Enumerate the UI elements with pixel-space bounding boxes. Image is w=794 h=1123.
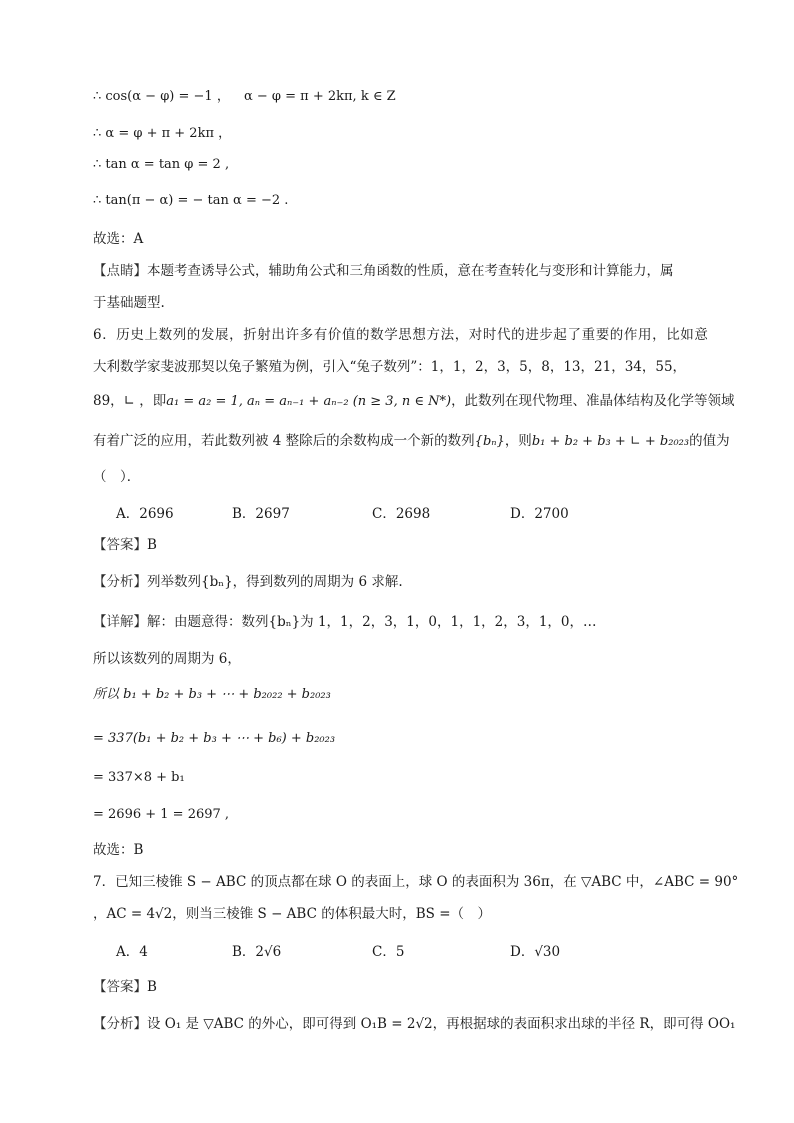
answer-tag: 【答案】: [93, 537, 147, 553]
solution5-step3: ∴ tan α = tan φ = 2 ,: [93, 157, 230, 172]
comment-text: 本题考查诱导公式，辅助角公式和三角函数的性质，意在考查转化与变形和计算能力，属: [147, 263, 674, 279]
q6-line4-prefix: 有着广泛的应用，若此数列被 4 整除后的余数构成一个新的数列: [93, 433, 475, 449]
analysis-text: 列举数列{bₙ}，得到数列的周期为 6 求解.: [147, 574, 403, 590]
solution5-step4: ∴ tan(π − α) = − tan α = −2 .: [93, 193, 289, 208]
q7-stem-line2: ，AC = 4√2，则当三棱锥 S − ABC 的体积最大时，BS =（ ）: [93, 906, 491, 922]
q6-stem-line3: [93, 392, 735, 411]
solution5-step1-equation: ∴ cos(α − φ) = −1 ，: [93, 89, 230, 104]
q6-sum-line3: = 337×8 + b₁: [93, 770, 185, 785]
q6-line3-prefix: 89，∟ ，即: [93, 393, 167, 409]
q6-option-a: A．2696: [116, 506, 174, 522]
q6-analysis: [93, 573, 403, 591]
q7-option-c: C．5: [372, 944, 405, 960]
solution5-comment: [93, 262, 674, 280]
q6-line4-mid: ，则: [504, 433, 532, 449]
q7-analysis: [93, 1015, 735, 1033]
q6-stem-line4: [93, 432, 730, 451]
q6-sum-line2: = 337(b₁ + b₂ + b₃ + ⋯ + b₆) + b₂₀₂₃: [93, 731, 336, 746]
detail-text: 解：由题意得：数列{bₙ}为 1，1，2，3，1，0，1，1，2，3，1，0，…: [147, 614, 597, 630]
answer-value: B: [147, 537, 157, 553]
q7-option-b: B．2√6: [232, 944, 282, 960]
q6-final: 故选：B: [93, 842, 144, 858]
q6-sum-expression: b₁ + b₂ + b₃ + ∟ + b₂₀₂₃: [531, 434, 690, 449]
analysis-text: 设 O₁ 是 ▽ABC 的外心，即可得到 O₁B = 2√2，再根据球的表面积求出球的半径 R，即可得 OO₁: [147, 1016, 736, 1032]
detail-tag: 【详解】: [93, 614, 147, 630]
q6-sequence-b: {bₙ}: [474, 434, 505, 449]
q6-line4-suffix: 的值为: [689, 433, 730, 449]
answer-tag: 【答案】: [93, 979, 147, 995]
q6-line3-suffix: ，此数列在现代物理、准晶体结构及化学等领域: [451, 393, 735, 409]
q7-answer: [93, 978, 157, 996]
analysis-tag: 【分析】: [93, 574, 147, 590]
solution5-step1: [93, 88, 396, 106]
q7-option-a: A．4: [116, 944, 148, 960]
q6-answer: [93, 536, 157, 554]
comment-tag: 【点睛】: [93, 263, 147, 279]
q6-option-d: D．2700: [510, 506, 569, 522]
analysis-tag: 【分析】: [93, 1016, 147, 1032]
q7-option-d: D．√30: [510, 944, 561, 960]
q6-stem-line2: 大利数学家斐波那契以兔子繁殖为例，引入“兔子数列”：1，1，2，3，5，8，13，21，34，55，: [93, 359, 687, 375]
q6-detail: [93, 613, 597, 631]
q6-option-c: C．2698: [372, 506, 431, 522]
q6-recurrence-formula: a₁ = a₂ = 1, aₙ = aₙ₋₁ + aₙ₋₂ (n ≥ 3, n ∈ N*): [166, 394, 452, 409]
solution5-step2: ∴ α = φ + π + 2kπ ，: [93, 126, 232, 141]
solution5-answer: 故选：A: [93, 231, 144, 247]
q6-sum-line4: = 2696 + 1 = 2697 ,: [93, 807, 230, 822]
q6-period: 所以该数列的周期为 6，: [93, 651, 241, 667]
q7-stem-line1: 7．已知三棱锥 S − ABC 的顶点都在球 O 的表面上，球 O 的表面积为 36π，在 ▽ABC 中，∠ABC = 90°: [93, 874, 739, 890]
q6-stem-line1: 6．历史上数列的发展，折射出许多有价值的数学思想方法，对时代的进步起了重要的作用，比如意: [93, 327, 709, 343]
answer-value: B: [147, 979, 157, 995]
q6-stem-line5: （ ）．: [93, 469, 141, 485]
q6-sum-line1: 所以 b₁ + b₂ + b₃ + ⋯ + b₂₀₂₂ + b₂₀₂₃: [93, 687, 331, 702]
solution5-step1-general: α − φ = π + 2kπ, k ∈ Z: [243, 89, 396, 104]
solution5-comment-cont: 于基础题型.: [93, 295, 165, 311]
q6-option-b: B．2697: [232, 506, 290, 522]
